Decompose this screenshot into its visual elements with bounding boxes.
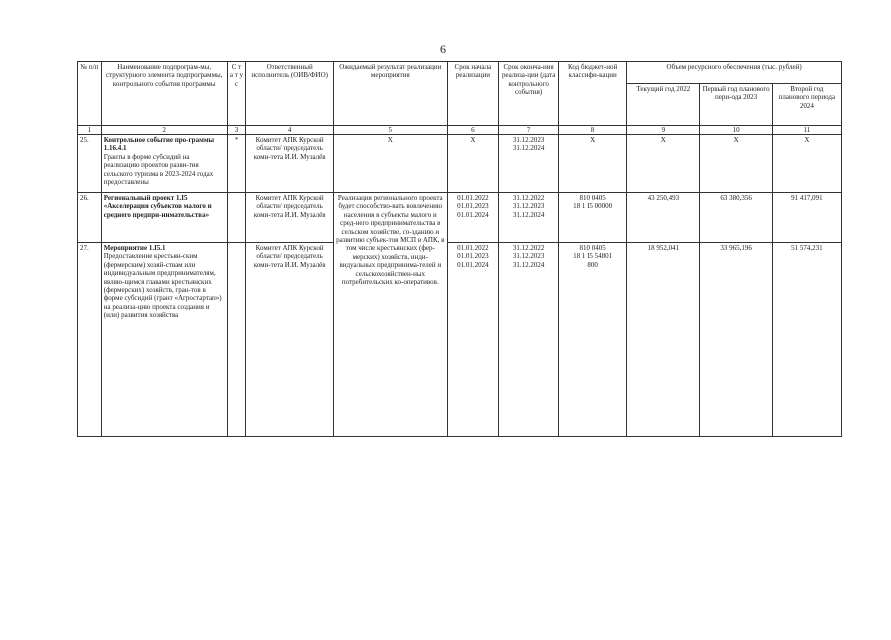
col-number: 10 xyxy=(700,126,772,135)
row-result: Реализация регионального проекта будет способство-вать вовлечению населения в субъекты малого и сред-него предпринимательства в сельском хозяйстве, со-зданию и развитию субъек-тов МСП в АПК, в том числе крестьянских (фер-мерских) хозяйств, инди-видуальных предпринима-телей и сельскохозяйствен-ных потребительских ко-оперативов. xyxy=(334,193,448,437)
table-row xyxy=(78,135,842,193)
header-num: № п/п xyxy=(78,62,102,126)
col-number: 5 xyxy=(334,126,448,135)
row-year-second: Х xyxy=(772,135,841,193)
header-year-current: Текущий год 2022 xyxy=(627,84,700,126)
row-end: 31.12.2023 31.12.2024 xyxy=(499,135,559,193)
row-name-bold: Мероприятие 1.I5.1 xyxy=(103,244,166,252)
row-result: Х xyxy=(334,135,448,193)
col-number: 7 xyxy=(499,126,559,135)
table-row xyxy=(78,243,842,437)
row-code: Х xyxy=(559,135,627,193)
row-name xyxy=(101,135,227,193)
row-executor: Комитет АПК Курской области/ председатель коми-тета И.И. Музалёв xyxy=(246,135,334,193)
row-executor: Комитет АПК Курской области/ председатель коми-тета И.И. Музалёв xyxy=(246,193,334,243)
col-number: 6 xyxy=(447,126,499,135)
row-num: 26. xyxy=(78,193,102,243)
row-year-first: 33 965,196 xyxy=(700,243,772,437)
row-name-text: Гранты в форме субсидий на реализацию проектов разви-тия сельского туризма в 2023-2024 годах предоставлены xyxy=(103,152,214,186)
header-executor: Ответственный исполнитель (ОИВ/ФИО) xyxy=(246,62,334,126)
page-number: 6 xyxy=(440,42,446,56)
row-code: 810 0405 18 1 I5 54801 800 xyxy=(559,243,627,437)
row-code: 810 0405 18 1 I5 00000 xyxy=(559,193,627,243)
row-status xyxy=(227,193,246,243)
header-status: С т а т у с xyxy=(227,62,246,126)
header-volume: Объем ресурсного обеспечения (тыс. рублей) xyxy=(627,62,842,84)
row-start: 01.01.2022 01.01.2023 01.01.2024 xyxy=(447,243,499,437)
header-year-second: Второй год планового периода 2024 xyxy=(772,84,841,126)
row-year-current: 43 250,493 xyxy=(627,193,700,243)
row-start: Х xyxy=(447,135,499,193)
row-status: * xyxy=(227,135,246,193)
header-year-first: Первый год планового пери-ода 2023 xyxy=(700,84,772,126)
col-number: 2 xyxy=(101,126,227,135)
header-start: Срок начала реализации xyxy=(447,62,499,126)
row-name xyxy=(101,243,227,437)
resource-table xyxy=(77,61,842,437)
row-year-second: 91 417,091 xyxy=(772,193,841,243)
header-result: Ожидаемый результат реализации мероприятия xyxy=(334,62,448,126)
row-year-first: Х xyxy=(700,135,772,193)
header-name: Наименование подпрограм-мы, структурного элемента подпрограммы, контрольного события программы xyxy=(101,62,227,126)
row-year-current: Х xyxy=(627,135,700,193)
table-row xyxy=(78,193,842,243)
col-number: 9 xyxy=(627,126,700,135)
col-number: 8 xyxy=(559,126,627,135)
col-number: 11 xyxy=(772,126,841,135)
row-end: 31.12.2022 31.12.2023 31.12.2024 xyxy=(499,243,559,437)
row-year-first: 63 380,356 xyxy=(700,193,772,243)
row-name-bold: Контрольное событие про-граммы 1.16.4.1 xyxy=(103,136,215,153)
col-number: 3 xyxy=(227,126,246,135)
row-executor: Комитет АПК Курской области/ председатель коми-тета И.И. Музалёв xyxy=(246,243,334,437)
row-name-text: Предоставление крестьян-ским (фермерским) хозяй-ствам или индивидуальным предпринимателям, являю-щимся главами крестьянских (фермерских) хозяйств, гран-тов в форме субсидий (грант «Агростартап») на реализа-цию проекта создания и (или) развития хозяйства xyxy=(103,252,222,320)
row-num: 25. xyxy=(78,135,102,193)
row-year-current: 18 952,041 xyxy=(627,243,700,437)
col-number: 4 xyxy=(246,126,334,135)
row-num: 27. xyxy=(78,243,102,437)
col-number: 1 xyxy=(78,126,102,135)
header-code: Код бюджет-ной классифи-кации xyxy=(559,62,627,126)
row-name-bold: Региональный проект 1.I5 «Акселерация субъектов малого и среднего предпри-нимательства» xyxy=(101,193,227,243)
row-status xyxy=(227,243,246,437)
header-end: Срок оконча-ния реализа-ции (дата контрольного события) xyxy=(499,62,559,126)
row-end: 31.12.2022 31.12.2023 31.12.2024 xyxy=(499,193,559,243)
row-year-second: 51 574,231 xyxy=(772,243,841,437)
row-start: 01.01.2022 01.01.2023 01.01.2024 xyxy=(447,193,499,243)
